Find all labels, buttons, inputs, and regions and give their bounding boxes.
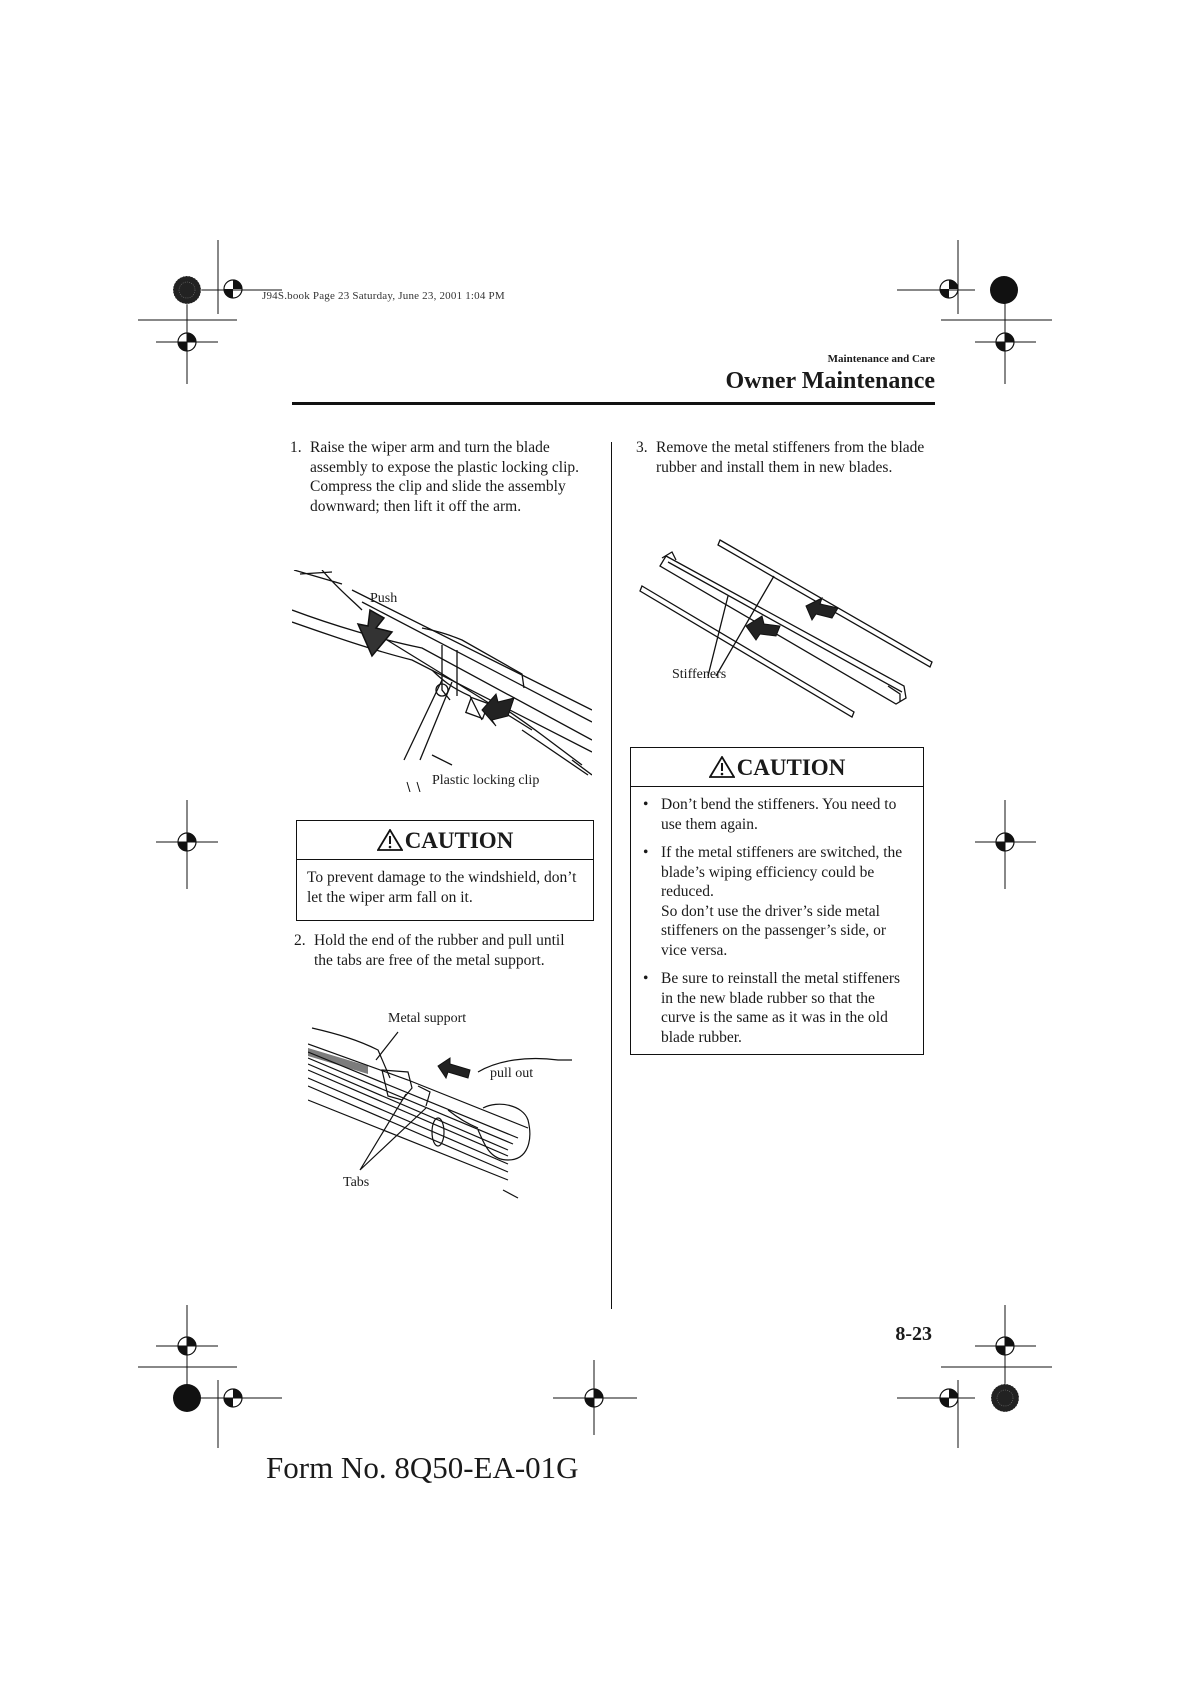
step-3 (636, 438, 926, 477)
pull-out-label: pull out (490, 1066, 534, 1081)
caution-bullet (641, 843, 913, 960)
step-text: Remove the metal stiffeners from the blade rubber and install them in new blades. (656, 439, 925, 476)
caution-bullet (641, 795, 913, 834)
caution-box (296, 820, 594, 921)
stiffeners-label: Stiffeners (672, 667, 727, 682)
bullet-text: Be sure to reinstall the metal stiffeners in the new blade rubber so that the curve is the same as it was in the old blade rubber. (661, 970, 901, 1046)
step-2 (294, 931, 584, 970)
caution-bullet-list (631, 787, 923, 1062)
step-number: 2. (294, 932, 306, 949)
bullet-text: If the metal stiffeners are switched, the blade’s wiping efficiency could be reduced. (661, 844, 903, 900)
step-number: 1. (290, 439, 302, 456)
step-number: 3. (636, 439, 648, 456)
metal-support-label: Metal support (388, 1011, 467, 1026)
section-label: Maintenance and Care (827, 353, 935, 365)
step-text: Raise the wiper arm and turn the blade assembly to expose the plastic locking clip. (310, 439, 580, 476)
tabs-label: Tabs (343, 1175, 370, 1190)
bullet-text: Don’t bend the stiffeners. You need to use them again. (661, 796, 897, 833)
caution-text: To prevent damage to the windshield, don’t let the wiper arm fall on it. (307, 869, 577, 906)
step-1 (290, 438, 590, 516)
column-divider (611, 442, 612, 1309)
step-text: Compress the clip and slide the assembly downward; then lift it off the arm. (310, 478, 566, 515)
caution-title: CAUTION (736, 755, 846, 780)
plastic-locking-clip-label: Plastic locking clip (432, 773, 540, 788)
bullet-dot-icon: • (643, 844, 649, 861)
caution-title: CAUTION (404, 828, 514, 853)
bullet-dot-icon: • (643, 796, 649, 813)
warning-triangle-icon (377, 829, 403, 851)
caution-box (630, 747, 924, 1055)
caution-bullet (641, 969, 913, 1047)
title-rule (292, 402, 935, 405)
bullet-dot-icon: • (643, 970, 649, 987)
form-number: Form No. 8Q50-EA-01G (266, 1450, 579, 1485)
wiper-clip-figure (292, 570, 592, 792)
caution-heading (631, 748, 923, 787)
stiffeners-figure (638, 536, 938, 720)
caution-heading (297, 821, 593, 860)
push-label: Push (370, 591, 398, 606)
step-text: Hold the end of the rubber and pull until the tabs are free of the metal support. (314, 932, 565, 969)
page-number: 8-23 (895, 1323, 932, 1345)
print-slug: J94S.book Page 23 Saturday, June 23, 2001 1:04 PM (262, 290, 505, 302)
warning-triangle-icon (709, 756, 735, 778)
page-title: Owner Maintenance (725, 368, 935, 394)
bullet-text: So don’t use the driver’s side metal stiffeners on the passenger’s side, or vice versa. (661, 902, 886, 959)
